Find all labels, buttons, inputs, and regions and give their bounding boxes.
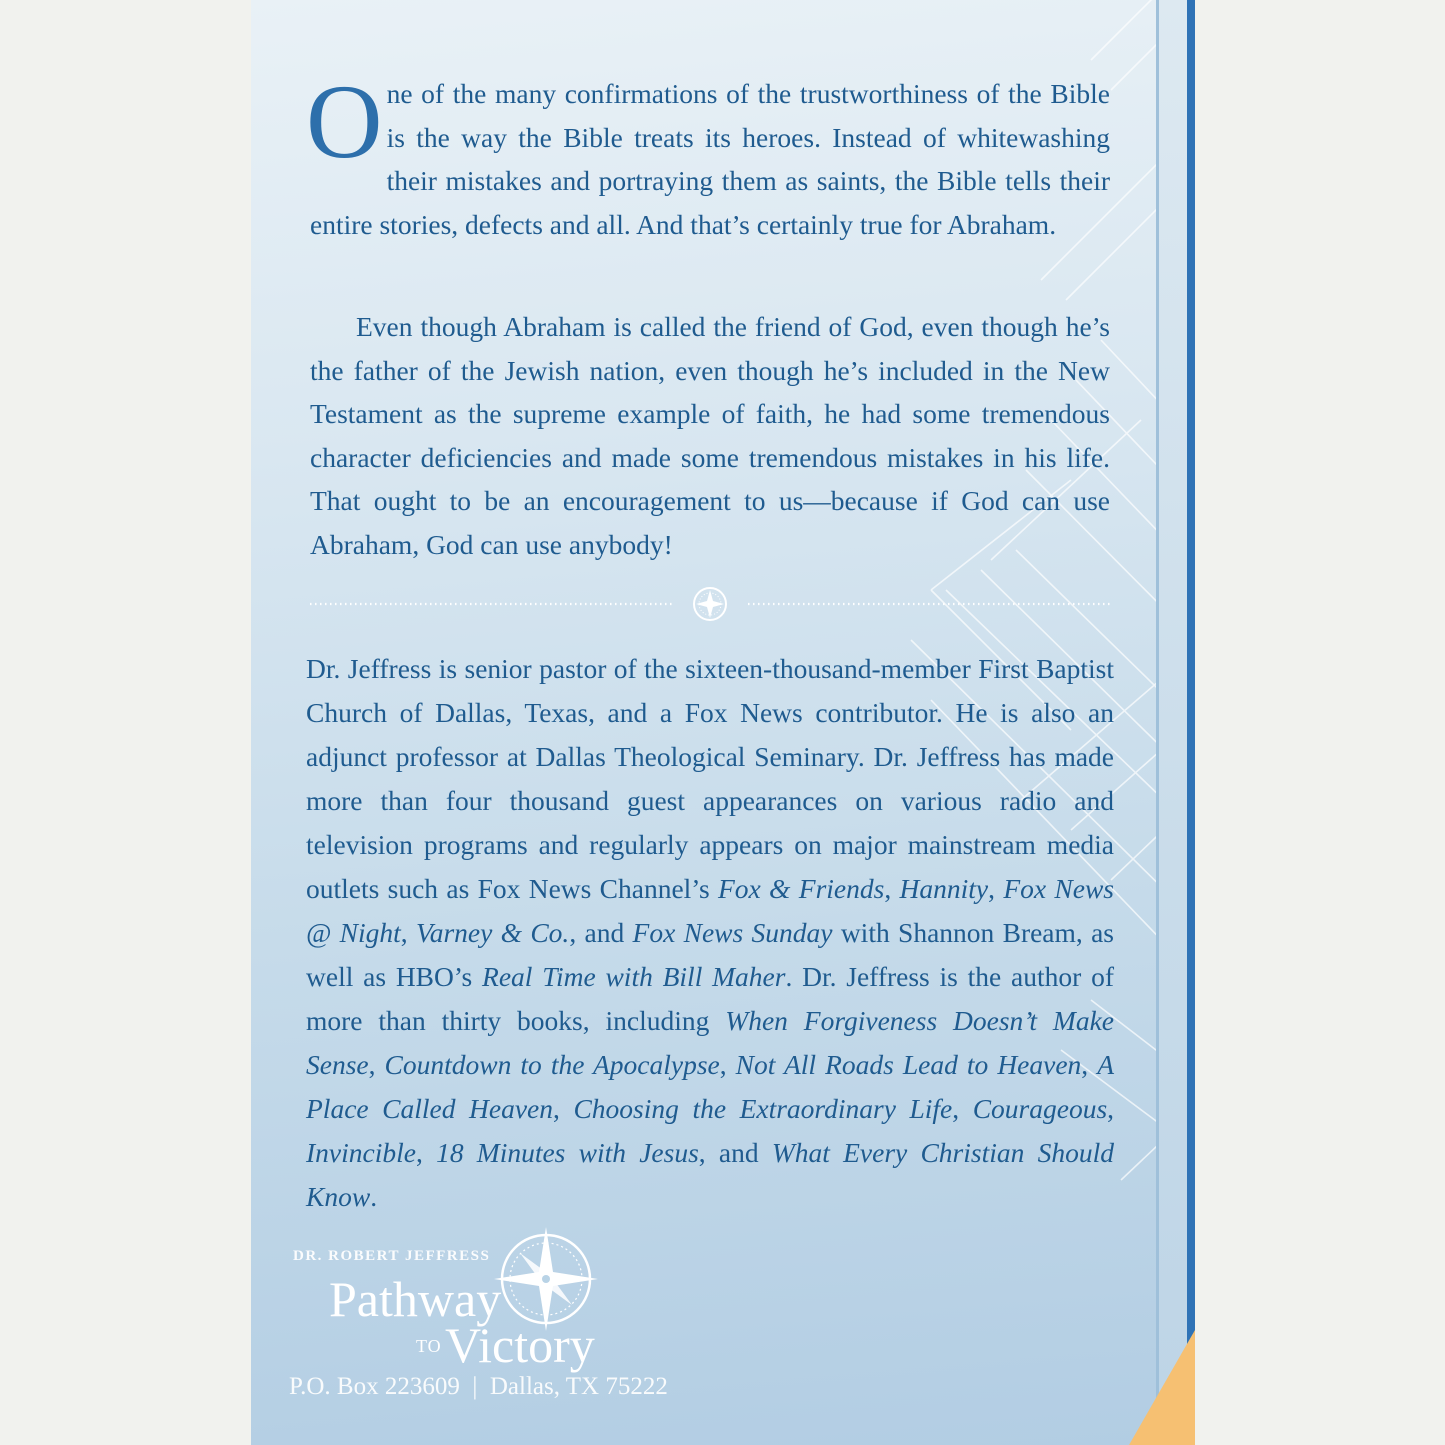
bio-text: , [988,873,1004,904]
intro-paragraph-text: ne of the many confirmations of the trustworthiness of the Bible is the way the Bible treats its heroes. Instead of whitewashing their mistakes and portraying them as saints, the Bible tells their entire stories, defects and all. And that’s certainly true for Abraham. [310,78,1110,240]
bio-text: . [370,1181,378,1212]
logo-small-caps: DR. ROBERT JEFFRESS [293,1248,491,1264]
bio-text: with Shannon Bream, as well as HBO’s [306,917,1115,992]
bio-text: , [553,1093,574,1124]
bio-text: Dr. Jeffress is senior pastor of the sixteen-thousand-member First Baptist Church of Dallas, Texas, and a Fox News contributor. He is also an adjunct professor at Dallas Theological Seminary. Dr. Jeffress has made more than four thousand guest appearances on various radio and television programs and regularly appears on major mainstream media outlets such as Fox News Channel’s [306,653,1114,904]
book-title: Invincible [306,1137,416,1168]
book-title: Not All Roads Lead to Heaven [735,1049,1082,1080]
bio-text: , [719,1049,736,1080]
bio-text: , [952,1093,973,1124]
book-title: When Forgiveness Doesn’t Make Sense [306,1005,1115,1080]
bio-text: , [1081,1049,1098,1080]
show-title: Hannity [899,873,989,904]
bio-text: . Dr. Jeffress is the author of more than thirty books, including [306,961,1114,1036]
show-title: Varney & Co. [415,917,570,948]
spine-stripe [1187,0,1195,1445]
bio-text: , and [698,1137,772,1168]
second-paragraph [310,305,1110,567]
drop-cap: O [306,63,383,180]
book-title: A Place Called Heaven [306,1049,1115,1124]
book-title: Courageous [972,1093,1108,1124]
compass-star-icon [694,588,726,620]
book-title: Choosing the Extraordinary Life [573,1093,953,1124]
bio-text: , [415,1137,437,1168]
logo-word-to: TO [416,1336,442,1356]
bio-text: , and [569,917,633,948]
show-title: Real Time with Bill Maher [482,961,786,992]
logo-word-pathway: Pathway [329,1271,502,1327]
mailing-address: P.O. Box 223609 | Dallas, TX 75222 [289,1373,668,1400]
bio-text: , [1107,1093,1115,1124]
show-title: Fox News Sunday [632,917,833,948]
book-back-cover [251,0,1195,1445]
show-title: Fox & Friends [717,873,885,904]
section-divider [310,584,1110,624]
second-paragraph-text: Even though Abraham is called the friend of God, even though he’s the father of the Jewish nation, even though he’s included in the New Testament as the supreme example of faith, he had some tremendous character deficiencies and made some tremendous mistakes in his life. That ought to be an encouragement to us—because if God can use Abraham, God can use anybody! [310,311,1110,560]
bio-text: , [400,917,416,948]
author-bio [306,647,1114,1219]
logo-word-victory: Victory [445,1317,595,1373]
bio-text: , [884,873,900,904]
book-title: What Every Christian Should Know [306,1137,1114,1212]
book-title: Countdown to the Apocalypse [384,1049,720,1080]
book-title: 18 Minutes with Jesus [436,1137,699,1168]
bio-text: , [368,1049,385,1080]
show-title: Fox News @ Night [306,873,1115,948]
intro-paragraph [306,63,1110,246]
